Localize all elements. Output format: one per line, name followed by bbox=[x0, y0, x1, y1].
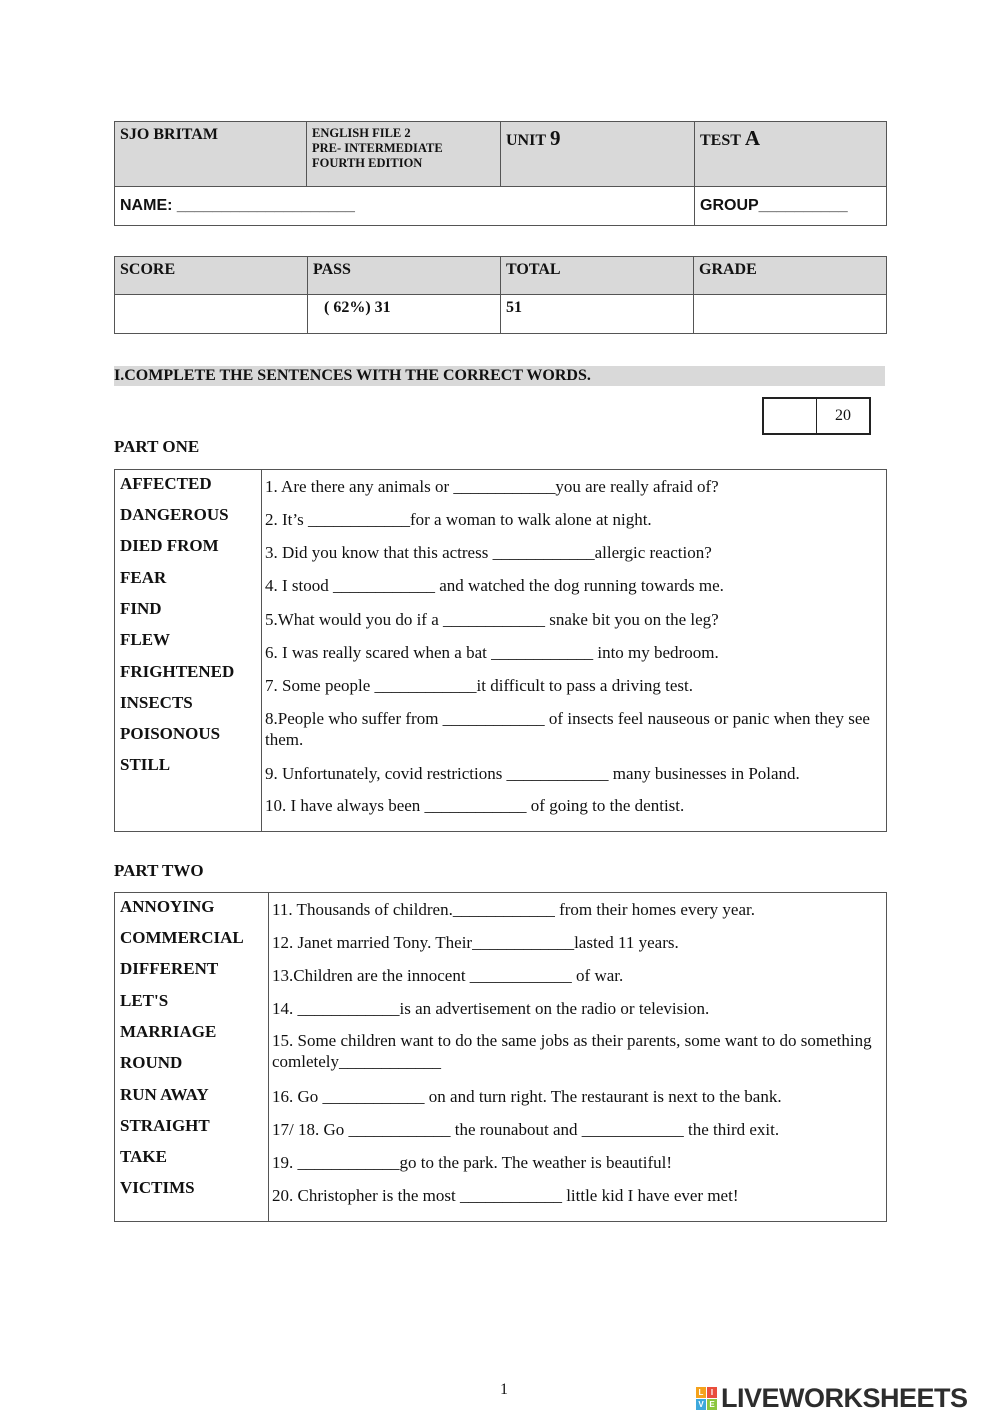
sentence-10[interactable]: 10. I have always been ____________ of going to the dentist. bbox=[265, 796, 685, 815]
word-bank-item: STILL bbox=[120, 755, 171, 774]
word-bank-item: AFFECTED bbox=[120, 474, 212, 493]
header-table bbox=[114, 121, 887, 226]
part-one-word-bank bbox=[115, 470, 262, 831]
logo-block-i: I bbox=[707, 1387, 717, 1398]
logo-block-v: V bbox=[696, 1399, 706, 1410]
unit-number: 9 bbox=[550, 126, 561, 150]
word-bank-item: DIED FROM bbox=[120, 536, 219, 555]
total-header: TOTAL bbox=[501, 257, 694, 295]
part-one-exercise bbox=[114, 469, 887, 832]
page-number: 1 bbox=[500, 1381, 508, 1398]
word-bank-item: POISONOUS bbox=[120, 724, 221, 743]
book-line-2: PRE- INTERMEDIATE bbox=[312, 141, 443, 155]
word-bank-item: FRIGHTENED bbox=[120, 662, 235, 681]
logo-block-l: L bbox=[696, 1387, 706, 1398]
word-bank-item: ANNOYING bbox=[120, 897, 215, 916]
score-value[interactable] bbox=[115, 295, 308, 334]
grade-header: GRADE bbox=[694, 257, 887, 295]
part-two-exercise bbox=[114, 892, 887, 1222]
sentence-9[interactable]: 9. Unfortunately, covid restrictions ____________ many businesses in Poland. bbox=[265, 764, 800, 783]
sentence-1[interactable]: 1. Are there any animals or ____________you are really afraid of? bbox=[265, 477, 719, 496]
sentence-12[interactable]: 12. Janet married Tony. Their____________lasted 11 years. bbox=[272, 933, 679, 952]
word-bank-item: RUN AWAY bbox=[120, 1085, 209, 1104]
book-line-3: FOURTH EDITION bbox=[312, 156, 423, 170]
sentence-16[interactable]: 16. Go ____________ on and turn right. The restaurant is next to the bank. bbox=[272, 1087, 782, 1106]
points-earned-input[interactable] bbox=[764, 399, 817, 433]
book-title bbox=[307, 122, 501, 187]
sentence-6[interactable]: 6. I was really scared when a bat ____________ into my bedroom. bbox=[265, 643, 719, 662]
sentence-7[interactable]: 7. Some people ____________it difficult to pass a driving test. bbox=[265, 676, 693, 695]
word-bank-item: STRAIGHT bbox=[120, 1116, 210, 1135]
word-bank-item: FIND bbox=[120, 599, 162, 618]
sentence-19[interactable]: 19. ____________go to the park. The weather is beautiful! bbox=[272, 1153, 673, 1172]
part-two-word-bank bbox=[115, 893, 269, 1221]
group-field[interactable]: GROUP__________ bbox=[695, 187, 887, 226]
word-bank-item: VICTIMS bbox=[120, 1178, 195, 1197]
sentence-5[interactable]: 5.What would you do if a ____________ snake bit you on the leg? bbox=[265, 610, 719, 629]
unit-cell bbox=[501, 122, 695, 187]
word-bank-item: ROUND bbox=[120, 1053, 183, 1072]
unit-label: UNIT bbox=[506, 132, 547, 149]
sentence-4[interactable]: 4. I stood ____________ and watched the dog running towards me. bbox=[265, 576, 724, 595]
school-name: SJO BRITAM bbox=[115, 122, 307, 187]
test-label: TEST bbox=[700, 132, 741, 149]
word-bank-item: DANGEROUS bbox=[120, 505, 229, 524]
word-bank-item: FEAR bbox=[120, 568, 167, 587]
sentence-15[interactable]: 15. Some children want to do the same jobs as their parents, some want to do something comletely____________ bbox=[272, 1031, 872, 1071]
part-two-title: PART TWO bbox=[114, 861, 204, 880]
sentence-8[interactable]: 8.People who suffer from ____________ of insects feel nauseous or panic when they see them. bbox=[265, 709, 870, 749]
sentence-20[interactable]: 20. Christopher is the most ____________ little kid I have ever met! bbox=[272, 1186, 739, 1205]
word-bank-item: LET'S bbox=[120, 991, 169, 1010]
word-bank-item: FLEW bbox=[120, 630, 171, 649]
sentence-11[interactable]: 11. Thousands of children.____________ from their homes every year. bbox=[272, 900, 755, 919]
book-line-1: ENGLISH FILE 2 bbox=[312, 126, 411, 140]
word-bank-item: MARRIAGE bbox=[120, 1022, 217, 1041]
sentence-2[interactable]: 2. It’s ____________for a woman to walk alone at night. bbox=[265, 510, 652, 529]
logo-block-e: E bbox=[707, 1399, 717, 1410]
score-header: SCORE bbox=[115, 257, 308, 295]
grade-value[interactable] bbox=[694, 295, 887, 334]
part-one-title: PART ONE bbox=[114, 437, 200, 456]
points-box bbox=[762, 397, 871, 435]
total-value: 51 bbox=[501, 295, 694, 334]
word-bank-item: DIFFERENT bbox=[120, 959, 219, 978]
test-cell bbox=[695, 122, 887, 187]
name-field[interactable]: NAME: ____________________ bbox=[115, 187, 695, 226]
word-bank-item: INSECTS bbox=[120, 693, 193, 712]
word-bank-item: TAKE bbox=[120, 1147, 167, 1166]
pass-header: PASS bbox=[308, 257, 501, 295]
liveworksheets-logo[interactable] bbox=[696, 1383, 968, 1414]
logo-mark-icon bbox=[696, 1387, 718, 1411]
logo-text: LIVEWORKSHEETS bbox=[721, 1383, 968, 1413]
sentence-3[interactable]: 3. Did you know that this actress ____________allergic reaction? bbox=[265, 543, 712, 562]
sentence-13[interactable]: 13.Children are the innocent ____________ of war. bbox=[272, 966, 624, 985]
points-max: 20 bbox=[835, 407, 851, 424]
test-letter: A bbox=[744, 126, 761, 150]
sentence-17-18[interactable]: 17/ 18. Go ____________ the rounabout and ____________ the third exit. bbox=[272, 1120, 780, 1139]
section-title: I.COMPLETE THE SENTENCES WITH THE CORRECT WORDS. bbox=[114, 366, 885, 386]
word-bank-item: COMMERCIAL bbox=[120, 928, 244, 947]
pass-value: ( 62%) 31 bbox=[308, 295, 501, 334]
sentence-14[interactable]: 14. ____________is an advertisement on the radio or television. bbox=[272, 999, 710, 1018]
score-table bbox=[114, 256, 887, 334]
